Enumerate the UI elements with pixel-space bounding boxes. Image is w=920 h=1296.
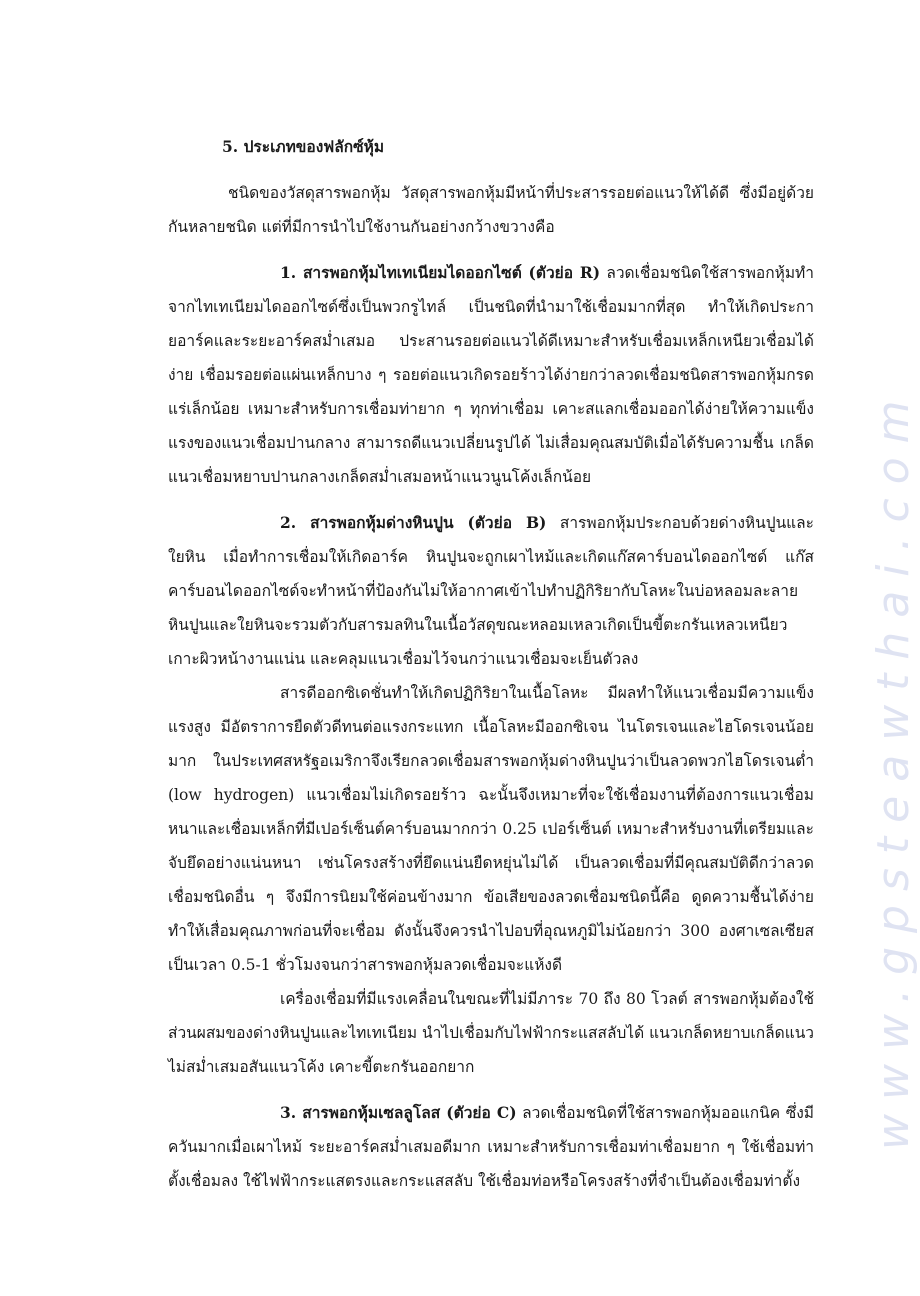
watermark: www.gpsteawthai.com: [868, 386, 919, 1150]
intro-paragraph: ชนิดของวัสดุสารพอกหุ้ม วัสดุสารพอกหุ้มมีหน้าที่ประสารรอยต่อแนวให้ได้ดี ซึ่งมีอยู่ด้วยกันหลายชนิด แต่ที่มีการนำไปใช้งานกันอย่างกว้างขวางคือ: [168, 184, 814, 236]
cellulose-title: 3. สารพอกหุ้มเซลลูโลส (ตัวย่อ C): [280, 1103, 517, 1122]
paragraph-machine: เครื่องเชื่อมที่มีแรงเคลื่อนในขณะที่ไม่มีภาระ 70 ถึง 80 โวลต์ สารพอกหุ้มต้องใช้ส่วนผสมของด่างหินปูนและไทเทเนียม นำไปเชื่อมกับไฟฟ้ากระแสสลับได้ แนวเกล็ดหยาบเกล็ดแนวไม่สม่ำเสมอสันแนวโค้ง เคาะขี้ตะกรันออกยาก: [168, 990, 814, 1076]
paragraph-deoxidation: สารดีออกซิเดชั่นทำให้เกิดปฏิกิริยาในเนื้อโลหะ มีผลทำให้แนวเชื่อมมีความแข็งแรงสูง มีอัตราการยืดตัวดีทนต่อแรงกระแทก เนื้อโลหะมีออกซิเจน ไนโตรเจนและไฮโดรเจนน้อยมาก ในประเทศสหรัฐอเมริกาจึงเรียกลวดเชื่อมสารพอกหุ้มด่างหินปูนว่าเป็นลวดพวกไฮโดรเจนต่ำ (low hydrogen) แนวเชื่อมไม่เกิดรอยร้าว ฉะนั้นจึงเหมาะที่จะใช้เชื่อมงานที่ต้องการแนวเชื่อมหนาและเชื่อมเหล็กที่มีเปอร์เซ็นต์คาร์บอนมากกว่า 0.25 เปอร์เซ็นต์ เหมาะสำหรับงานที่เตรียมและจับยึดอย่างแน่นหนา เช่นโครงสร้างที่ยึดแน่นยืดหยุ่นไม่ได้ เป็นลวดเชื่อมที่มีคุณสมบัติดีกว่าลวดเชื่อมชนิดอื่น ๆ จึงมีการนิยมใช้ค่อนข้างมาก ข้อเสียของลวดเชื่อมชนิดนี้คือ ดูดความชื้นได้ง่ายทำให้เสื่อมคุณภาพก่อนที่จะเชื่อม ดังนั้นจึงควรนำไปอบที่อุณหภูมิไม่น้อยกว่า 300 องศาเซลเซียส เป็นเวลา 0.5-1 ชั่วโมงจนกว่าสารพอกหุ้มลวดเชื่อมจะแห้งดี: [168, 684, 814, 974]
paragraph-cellulose: [168, 1096, 814, 1198]
basic-body: สารพอกหุ้มประกอบด้วยด่างหินปูนและใยหิน เมื่อทำการเชื่อมให้เกิดอาร์ค หินปูนจะถูกเผาไหม้และเกิดแก๊สคาร์บอนไดออกไซด์ แก๊สคาร์บอนไดออกไซด์จะทำหน้าที่ป้องกันไม่ให้อากาศเข้าไปทำปฏิกิริยากับโลหะในบ่อหลอมละลาย หินปูนและใยหินจะรวมตัวกับสารมลทินในเนื้อวัสดุขณะหลอมเหลวเกิดเป็นขี้ตะกรันเหลวเหนียวเกาะผิวหน้างานแน่น และคลุมแนวเชื่อมไว้จนกว่าแนวเชื่อมจะเย็นตัวลง: [168, 514, 814, 668]
section-heading: 5. ประเภทของฟลักซ์หุ้ม: [222, 137, 385, 156]
rutile-title: 1. สารพอกหุ้มไทเทเนียมไดออกไซต์ (ตัวย่อ R): [280, 263, 601, 282]
basic-title: 2. สารพอกหุ้มด่างหินปูน (ตัวย่อ B): [280, 513, 547, 532]
paragraph-basic: [168, 506, 814, 676]
cellulose-body: ลวดเชื่อมชนิดที่ใช้สารพอกหุ้มออแกนิค ซึ่งมีควันมากเมื่อเผาไหม้ ระยะอาร์คสม่ำเสมอดีมาก เหมาะสำหรับการเชื่อมท่าเชื่อมยาก ๆ ใช้เชื่อมท่าตั้งเชื่อมลง ใช้ไฟฟ้ากระแสตรงและกระแสสลับ ใช้เชื่อมท่อหรือโครงสร้างที่จำเป็นต้องเชื่อมท่าตั้ง: [168, 1104, 815, 1190]
rutile-body: ลวดเชื่อมชนิดใช้สารพอกหุ้มทำจากไทเทเนียมไดออกไซด์ซึ่งเป็นพวกรูไทล์ เป็นชนิดที่นำมาใช้เชื่อมมากที่สุด ทำให้เกิดประกายอาร์คและระยะอาร์คสม่ำเสมอ ประสานรอยต่อแนวได้ดีเหมาะสำหรับเชื่อมเหล็กเหนียวเชื่อมได้ง่าย เชื่อมรอยต่อแผ่นเหล็กบาง ๆ รอยต่อแนวเกิดรอยร้าวได้ง่ายกว่าลวดเชื่อมชนิดสารพอกหุ้มกรดแร่เล็กน้อย เหมาะสำหรับการเชื่อมท่ายาก ๆ ทุกท่าเชื่อม เคาะสแลกเชื่อมออกได้ง่ายให้ความแข็งแรงของแนวเชื่อมปานกลาง สามารถดีแนวเปลี่ยนรูปได้ ไม่เสื่อมคุณสมบัติเมื่อได้รับความชื้น เกล็ดแนวเชื่อมหยาบปานกลางเกล็ดสม่ำเสมอหน้าแนวนูนโค้งเล็กน้อย: [168, 264, 814, 486]
document-body: [168, 132, 814, 1198]
paragraph-rutile: [168, 256, 814, 494]
